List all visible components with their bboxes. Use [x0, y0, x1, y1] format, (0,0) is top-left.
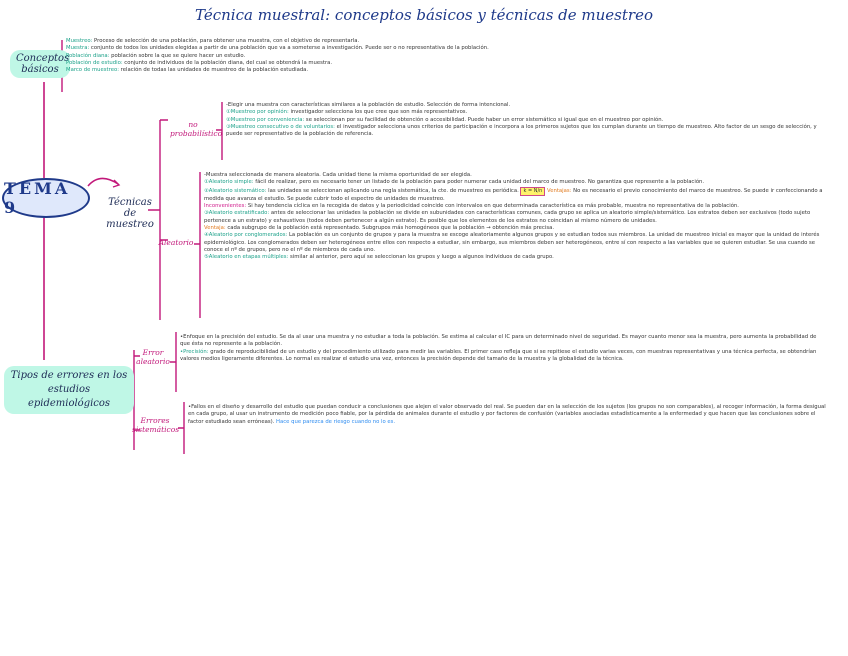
aleatorio-line: ④Aleatorio por conglomerados: La población es un conjunto de grupos y para la muestra se escoge aleatoriamente algunos grupos y se estudian todos sus miembros. La unidad de muestreo inicial es mayor que la unidad de interés epidemiológico. Los conglomerados deben ser heterogéneos entre ellos con respecto a estudiar, sin embargo, sus miembros deben ser heterogéneos, entre sí con respecto a las variables que se quieren estudiar. Se usa cuando se conoce el nº de grupos, pero no el nº de miembros de cada uno. [204, 232, 820, 253]
label-error-aleatorio: Error aleatorio [136, 348, 170, 366]
aleatorio-list [204, 172, 828, 262]
no-probabilistico-list [226, 102, 824, 138]
concepto-line: Población diana: población sobre la que se quiere hacer un estudio. [66, 52, 246, 59]
concepto-line: Muestra: conjunto de todos los unidades elegidas a partir de una población que va a someterse a investigación. Puede ser o no representativa de la población. [66, 45, 489, 52]
tema-badge: TEMA 9 [2, 178, 90, 218]
aleatorio-line: Ventaja: cada subgrupo de la población está representado. Subgrupos más homogéneos que la población → obtención más precisa. [204, 225, 555, 232]
aleatorio-line: ②Aleatorio sistemático: las unidades se seleccionan aplicando una regla sistemática, la cte. de muestreo es periódica. k = N/n Ventajas: No es necesario el previo conocimiento del marco de muestreo. Se puede ir confeccionando a medida que avanza el estudio. Se puede cubrir todo el espectro de unidades de muestreo. [204, 187, 823, 202]
section-conceptos-basicos: Conceptos básicos [10, 50, 70, 78]
aleatorio-line: Inconvenientes: Si hay tendencia cíclica en la recogida de datos y la periodicidad coincide con intervalos en que determinada característica es más probable, muestra no representativa de la población. [204, 203, 739, 210]
error-aleatorio-line: •Precisión: grado de reproducibilidad de un estudio y del procedimiento utilizado para medir las variables. El primer caso refleja que si se repitiese el estudio varias veces, con muestras representativas y una técnica perfecta, se obtendrían valores medios ligeramente diferentes. Lo normal es realizar el estudio una vez, entonces la precisión depende del tamaño de la muestra y la globalidad de la técnica. [180, 348, 817, 362]
error-aleatorio-line: •Enfoque en la precisión del estudio. Se da al usar una muestra y no estudiar a toda la población. Se estima al calcular el IC para un determinado nivel de seguridad. Es mayor cuanto menor sea la muestra, pero aumenta la probabilidad de que ésta no represente a la población. [180, 334, 817, 348]
page-title: Técnica muestral: conceptos básicos y técnicas de muestreo [195, 6, 653, 24]
errores-sistematicos-list [188, 404, 828, 426]
concepto-line: Población de estudio: conjunto de individuos de la población diana, del cual se obtendrá la muestra. [66, 59, 333, 66]
no-prob-line: ①Muestreo por opinión: investigador selecciona los que cree que son más representativos. [226, 109, 468, 116]
conceptos-list [66, 38, 626, 74]
label-no-probabilistico: no probabilístico [170, 120, 223, 138]
label-aleatorio: Aleatorio [158, 238, 194, 247]
no-prob-line: ②Muestreo por conveniencia: se seleccionan por su facilidad de obtención o accesibilidad. Puede haber un error sistemático si igual que en el muestreo por opinión. [226, 116, 664, 123]
errores-sistematicos-line: •Fallos en el diseño y desarrollo del estudio que puedan conducir a conclusiones que alejen el valor observado del real. Se pueden dar en la selección de los sujetos (los grupos no son comparables), al recoger información, la forma desigual en cada grupo, al usar un instrumento de medición poco fiable, por la pérdida de animales durante el estudio y por factores de confusión (variables asociadas estadísticamente a la enfermedad y que hacen que las conclusiones sobre el factor estudiado sean erróneas). Hace que parezca de riesgo cuando no lo es. [188, 404, 826, 425]
aleatorio-line: ①Aleatorio simple: fácil de realizar, pero es necesario tener un listado de la población para poder numerar cada unidad del marco de muestreo. No garantiza que represente a la población. [204, 179, 705, 186]
section-tecnicas-muestreo: Técnicas de muestreo [106, 197, 154, 230]
error-aleatorio-list [180, 334, 828, 363]
section-tipos-errores: Tipos de errores en los estudios epidemiológicos [4, 366, 134, 414]
formula-k: k = N/n [520, 187, 545, 196]
aleatorio-line: ③Aleatorio estratificado: antes de seleccionar las unidades la población se divide en subunidades con características comunes, cada grupo se aplica un aleatorio simple/sistemático. Los estratos deben ser exclusivos (todo sujeto pertenece a un estrato) y exhaustivos (todos deben pertenecer a algún estrato). Es posible que los elementos de los estratos no coincidan al mismo número de unidades. [204, 210, 811, 224]
aleatorio-line: -Muestra seleccionada de manera aleatoria. Cada unidad tiene la misma oportunidad de ser elegida. [204, 172, 472, 178]
aleatorio-line: ⑤Aleatorio en etapas múltiples: similar al anterior, pero aquí se seleccionan los grupos y luego a algunos individuos de cada grupo. [204, 254, 554, 261]
no-prob-line: ③Muestreo consecutivo o de voluntarios: el investigador selecciona unos criterios de participación e incorpora a los primeros sujetos que los cumplan durante un tiempo de muestreo. Alto factor de un sesgo de selección, y puede ser representativo de la población de referencia. [226, 123, 817, 138]
label-errores-sistematicos: Errores sistemáticos [132, 416, 180, 434]
concepto-line: Muestreo: Proceso de selección de una población, para obtener una muestra, con el objetivo de representarla. [66, 38, 360, 44]
concepto-line: Marco de muestreo: relación de todas las unidades de muestreo de la población estudiada. [66, 67, 309, 74]
no-prob-line: -Elegir una muestra con características similares a la población de estudio. Selección de forma intencional. [226, 102, 511, 108]
